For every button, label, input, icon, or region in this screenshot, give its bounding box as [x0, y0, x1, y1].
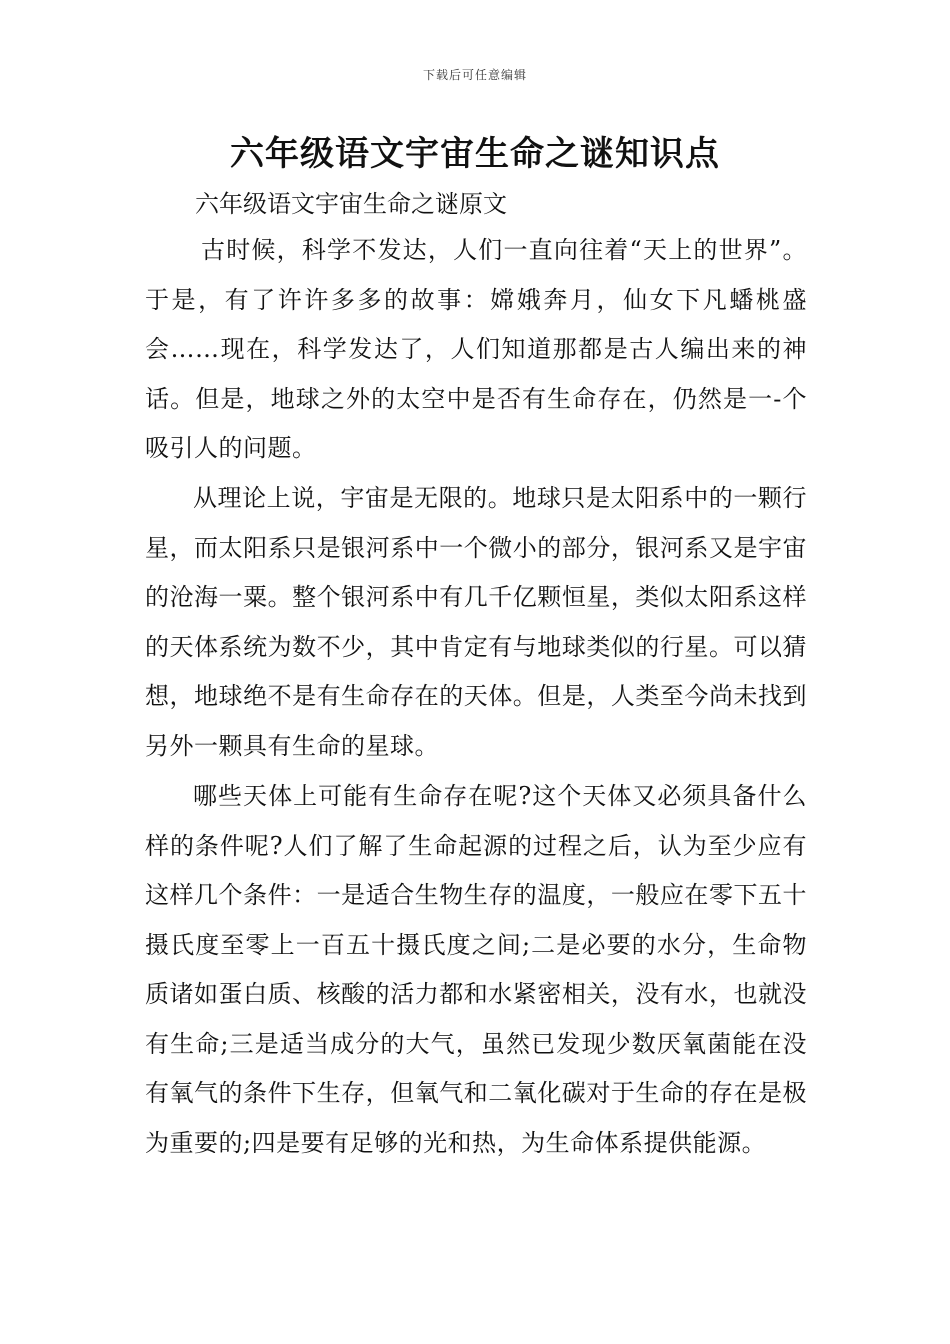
paragraph-1: 古时候，科学不发达，人们一直向往着“天上的世界”。于是，有了许许多多的故事：嫦娥奔月，仙女下凡蟠桃盛会……现在，科学发达了，人们知道那都是古人编出来的神话。但是，地球之外的太空中是否有生命存在，仍然是一-个吸引人的问题。: [145, 236, 807, 462]
section-subtitle: 六年级语文宇宙生命之谜原文: [195, 190, 507, 218]
document-title: 六年级语文宇宙生命之谜知识点: [230, 134, 720, 174]
paragraph-2: 从理论上说，宇宙是无限的。地球只是太阳系中的一颗行星，而太阳系只是银河系中一个微小的部分，银河系又是宇宙的沧海一粟。整个银河系中有几千亿颗恒星，类似太阳系这样的天体系统为数不少，其中肯定有与地球类似的行星。可以猜想，地球绝不是有生命存在的天体。但是，人类至今尚未找到另外一颗具有生命的星球。: [145, 484, 807, 760]
header-note: 下载后可任意编辑: [422, 68, 527, 82]
paragraph-3: 哪些天体上可能有生命存在呢?这个天体又必须具备什么样的条件呢?人们了解了生命起源的过程之后，认为至少应有这样几个条件：一是适合生物生存的温度，一般应在零下五十摄氏度至零上一百五十摄氏度之间;二是必要的水分，生命物质诸如蛋白质、核酸的活力都和水紧密相关，没有水，也就没有生命;三是适当成分的大气，虽然已发现少数厌氧菌能在没有氧气的条件下生存，但氧气和二氧化碳对于生命的存在是极为重要的;四是要有足够的光和热，为生命体系提供能源。: [145, 782, 807, 1157]
